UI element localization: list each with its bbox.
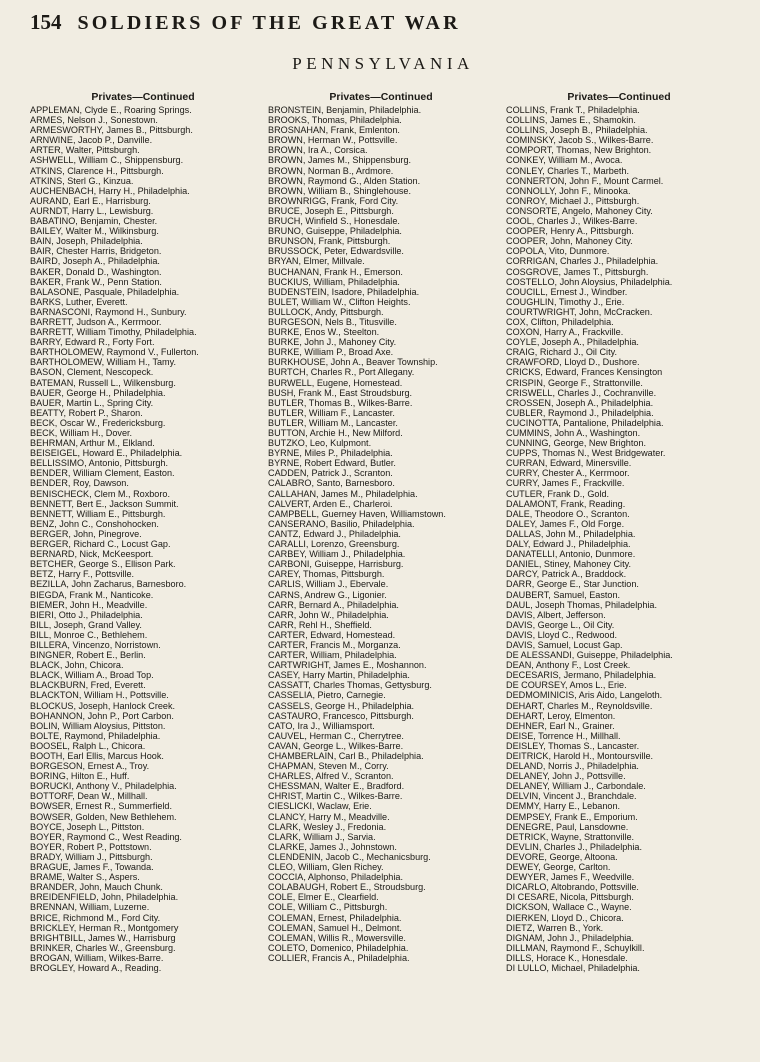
soldier-entry: CARBONI, Guiseppe, Harrisburg.	[268, 559, 404, 570]
soldier-entry: DETRICK, Wayne, Strattonville.	[506, 831, 635, 842]
soldier-entry: CARTER, Edward, Homestead.	[268, 629, 396, 640]
soldier-entry: CALVERT, Arden E., Charleroi.	[268, 498, 393, 509]
soldier-entry: BECK, William H., Dover.	[30, 428, 133, 438]
soldier-entry: ARTER, Walter, Pittsburgh.	[30, 145, 140, 156]
soldier-entry: DEDMOMINICIS, Aris Aido, Langeloth.	[506, 690, 663, 701]
soldier-entry: ARMES, Nelson J., Sonestown.	[30, 115, 158, 126]
soldier-entry: BRANDER, John, Mauch Chunk.	[30, 882, 163, 893]
soldier-entry: BALASONE, Pasquale, Philadelphia.	[30, 286, 180, 297]
roster-column-2	[268, 91, 494, 973]
soldier-entry: CRAIG, Richard J., Oil City.	[506, 347, 617, 358]
soldier-entry: DI LULLO, Michael, Philadelphia.	[506, 962, 640, 973]
soldier-entry: CHESSMAN, Walter E., Bradford.	[268, 781, 405, 792]
soldier-entry: BAUER, George H., Philadelphia.	[30, 387, 166, 398]
soldier-entry: DEMMY, Harry E., Lebanon.	[506, 801, 621, 812]
soldier-entry: BARRETT, Judson A., Kerrmoor.	[30, 316, 162, 327]
soldier-entry: DAUL, Joseph Thomas, Philadelphia.	[506, 599, 657, 610]
soldier-entry: COLLINS, James E., Shamokin.	[506, 115, 636, 126]
soldier-entry: DENEGRE, Paul, Lansdowne.	[506, 821, 629, 832]
soldier-entry: BROWN, William B., Shinglehouse.	[268, 185, 412, 196]
soldier-entry: COLE, William C., Pittsburgh.	[268, 902, 388, 913]
soldier-entry: CUBLER, Raymond J., Philadelphia.	[506, 407, 654, 418]
soldier-entry: DEMPSEY, Frank E., Emporium.	[506, 811, 638, 822]
soldier-entry: BAKER, Donald D., Washington.	[30, 266, 162, 277]
soldier-entry: BIEMER, John H., Meadville.	[30, 599, 148, 610]
entry-list	[506, 105, 732, 973]
entry-list	[268, 105, 494, 963]
soldier-entry: CASEY, Harry Martin, Philadelphia.	[268, 670, 410, 681]
soldier-entry: BUCKIUS, William, Philadelphia.	[268, 276, 400, 287]
soldier-entry: BRONSTEIN, Benjamin, Philadelphia.	[268, 105, 422, 115]
soldier-entry: BETCHER, George S., Ellison Park.	[30, 559, 176, 570]
soldier-entry: BOYCE, Joseph L., Pittston.	[30, 821, 145, 832]
soldier-entry: DALEY, James F., Old Forge.	[506, 518, 625, 529]
soldier-entry: BERNARD, Nick, McKeesport.	[30, 549, 154, 560]
soldier-entry: COLLINS, Joseph B., Philadelphia.	[506, 125, 648, 136]
soldier-entry: BORING, Hilton E., Huff.	[30, 771, 130, 782]
soldier-entry: DILLS, Horace K., Honesdale.	[506, 952, 628, 963]
soldier-entry: BEISEIGEL, Howard E., Philadelphia.	[30, 448, 183, 459]
soldier-entry: BOTTORF, Dean W., Millhall.	[30, 791, 148, 802]
soldier-entry: COOL, Charles J., Wilkes-Barre.	[506, 216, 638, 227]
soldier-entry: ATKINS, Sterl G., Kinzua.	[30, 175, 134, 186]
soldier-entry: CAUVEL, Herman C., Cherrytree.	[268, 730, 404, 741]
soldier-entry: CLARK, William J., Sarvia.	[268, 831, 376, 842]
soldier-entry: CLARK, Wesley J., Fredonia.	[268, 821, 387, 832]
soldier-entry: COLE, Elmer E., Clearfield.	[268, 892, 379, 903]
soldier-entry: DEHNER, Earl N., Grainer.	[506, 720, 615, 731]
soldier-entry: BUTTON, Archie H., New Milford.	[268, 428, 403, 438]
soldier-entry: CONNERTON, John F., Mount Carmel.	[506, 175, 664, 186]
soldier-entry: COLABAUGH, Robert E., Stroudsburg.	[268, 882, 426, 893]
soldier-entry: DANIEL, Stiney, Mahoney City.	[506, 559, 632, 570]
soldier-entry: DE ALESSANDI, Guiseppe, Philadelphia.	[506, 650, 673, 661]
soldier-entry: ASHWELL, William C., Shippensburg.	[30, 155, 184, 166]
soldier-entry: BETZ, Harry F., Pottsville.	[30, 569, 135, 580]
soldier-entry: CARBEY, William J., Philadelphia.	[268, 549, 406, 560]
column-heading: Privates—Continued	[329, 91, 433, 103]
soldier-entry: BURKE, John J., Mahoney City.	[268, 337, 397, 348]
soldier-entry: BUTLER, Thomas B., Wilkes-Barre.	[268, 397, 413, 408]
soldier-entry: COLETO, Domenico, Philadelphia.	[268, 942, 409, 953]
soldier-entry: BRYAN, Elmer, Millvale.	[268, 256, 365, 267]
soldier-entry: DALY, Edward J., Philadelphia.	[506, 539, 631, 550]
soldier-entry: DALAMONT, Frank, Reading.	[506, 498, 626, 509]
soldier-entry: BENISCHECK, Clem M., Roxboro.	[30, 488, 170, 499]
soldier-entry: DE COURSEY, Amos L., Erie.	[506, 680, 627, 691]
soldier-entry: BYRNE, Robert Edward, Butler.	[268, 458, 396, 469]
soldier-entry: AURAND, Earl E., Harrisburg.	[30, 195, 151, 206]
column-heading: Privates—Continued	[567, 91, 671, 103]
soldier-entry: BURKE, William P., Broad Axe.	[268, 347, 394, 358]
soldier-entry: BROWN, Ira A., Corsica.	[268, 145, 368, 156]
soldier-entry: BECK, Oscar W., Fredericksburg.	[30, 417, 166, 428]
soldier-entry: CARTER, Francis M., Morganza.	[268, 639, 401, 650]
soldier-entry: CLENDENIN, Jacob C., Mechanicsburg.	[268, 851, 431, 862]
soldier-entry: CASSELIA, Pietro, Carnegie.	[268, 690, 386, 701]
soldier-entry: BEATTY, Robert P., Sharon.	[30, 407, 143, 418]
soldier-entry: BURGESON, Nels B., Titusville.	[268, 316, 397, 327]
soldier-entry: COSTELLO, John Aloysius, Philadelphia.	[506, 276, 673, 287]
soldier-entry: DECESARIS, Jermano, Philadelphia.	[506, 670, 657, 681]
soldier-entry: COPOLA, Vito, Dunmore.	[506, 246, 610, 257]
soldier-entry: COLLIER, Francis A., Philadelphia.	[268, 952, 410, 963]
soldier-entry: DEAN, Anthony F., Lost Creek.	[506, 660, 631, 671]
soldier-entry: BUTZKO, Leo, Kulpmont.	[268, 438, 372, 449]
soldier-entry: COLEMAN, Ernest, Philadelphia.	[268, 912, 402, 923]
soldier-entry: CADDEN, Patrick J., Scranton.	[268, 468, 393, 479]
soldier-entry: BULET, William W., Clifton Heights.	[268, 296, 411, 307]
soldier-entry: CURRY, Chester A., Kerrmoor.	[506, 468, 630, 479]
soldier-entry: COCCIA, Alphonso, Philadelphia.	[268, 872, 403, 883]
soldier-entry: CRAWFORD, Lloyd D., Dushore.	[506, 357, 640, 368]
soldier-entry: CROSSEN, Joseph A., Philadelphia.	[506, 397, 654, 408]
soldier-entry: CARR, John W., Philadelphia.	[268, 609, 389, 620]
page-number: 154	[30, 10, 62, 34]
soldier-entry: BROSNAHAN, Frank, Emlenton.	[268, 125, 400, 136]
soldier-entry: DEVLIN, Charles J., Philadelphia.	[506, 841, 642, 852]
soldier-entry: COUGHLIN, Timothy J., Erie.	[506, 296, 625, 307]
soldier-entry: ATKINS, Clarence H., Pittsburgh.	[30, 165, 164, 176]
soldier-entry: COLEMAN, Willis R., Mowersville.	[268, 932, 406, 943]
soldier-entry: BURTCH, Charles R., Port Allegany.	[268, 367, 415, 378]
soldier-entry: BRAGUE, James F., Towanda.	[30, 862, 154, 873]
soldier-entry: COLEMAN, Samuel H., Delmont.	[268, 922, 402, 933]
soldier-entry: BELLISSIMO, Antonio, Pittsburgh.	[30, 458, 168, 469]
soldier-entry: BOWSER, Golden, New Bethlehem.	[30, 811, 177, 822]
soldier-entry: BARKS, Luther, Everett.	[30, 296, 128, 307]
soldier-entry: BREIDENFIELD, John, Philadelphia.	[30, 892, 179, 903]
soldier-entry: BLOCKUS, Joseph, Hanlock Creek.	[30, 700, 176, 711]
soldier-entry: BENDER, William Clement, Easton.	[30, 468, 175, 479]
soldier-entry: BORUCKI, Anthony V., Philadelphia.	[30, 781, 177, 792]
soldier-entry: DIERKEN, Lloyd D., Chicora.	[506, 912, 624, 923]
soldier-entry: BLACK, William A., Broad Top.	[30, 670, 154, 681]
soldier-entry: BOYER, Raymond C., West Reading.	[30, 831, 182, 842]
soldier-entry: CASSELS, George H., Philadelphia.	[268, 700, 415, 711]
soldier-entry: BAUER, Martin L., Spring City.	[30, 397, 154, 408]
soldier-entry: CIESLICKI, Waclaw, Erie.	[268, 801, 372, 812]
soldier-entry: DILLMAN, Raymond F., Schuylkill.	[506, 942, 645, 953]
soldier-entry: BAKER, Frank W., Penn Station.	[30, 276, 162, 287]
soldier-entry: CARLIS, William J., Ebervale.	[268, 579, 389, 590]
soldier-entry: DEVORE, George, Altoona.	[506, 851, 618, 862]
soldier-entry: BRICKLEY, Herman R., Montgomery	[30, 922, 179, 933]
soldier-entry: BAIRD, Joseph A., Philadelphia.	[30, 256, 160, 267]
soldier-entry: DARR, George E., Star Junction.	[506, 579, 639, 590]
soldier-entry: BARTHOLOMEW, Raymond V., Fullerton.	[30, 347, 199, 358]
soldier-entry: COX, Clifton, Philadelphia.	[506, 316, 614, 327]
soldier-entry: CANSERANO, Basilio, Philadelphia.	[268, 518, 415, 529]
soldier-entry: CARR, Bernard A., Philadelphia.	[268, 599, 399, 610]
soldier-entry: CARTER, William, Philadelphia.	[268, 650, 397, 661]
soldier-entry: BIERI, Otto J., Philadelphia.	[30, 609, 143, 620]
soldier-entry: CASTAURO, Francesco, Pittsburgh.	[268, 710, 414, 721]
soldier-entry: BRAME, Walter S., Aspers.	[30, 872, 140, 883]
soldier-entry: BAIN, Joseph, Philadelphia.	[30, 236, 143, 247]
soldier-entry: BARRY, Edward R., Forty Fort.	[30, 337, 155, 348]
soldier-entry: BERGER, John, Pinegrove.	[30, 528, 142, 539]
soldier-entry: BOOSEL, Ralph L., Chicora.	[30, 740, 146, 751]
soldier-entry: BROWN, Norman B., Ardmore.	[268, 165, 394, 176]
soldier-entry: BINGNER, Robert E., Berlin.	[30, 650, 146, 661]
soldier-entry: BUCHANAN, Frank H., Emerson.	[268, 266, 403, 277]
soldier-entry: CARNS, Andrew G., Ligonier.	[268, 589, 387, 600]
soldier-entry: CARTWRIGHT, James E., Moshannon.	[268, 660, 427, 671]
soldier-entry: CLEO, William, Glen Richey.	[268, 862, 384, 873]
soldier-entry: CARR, Rehl H., Sheffield.	[268, 619, 372, 630]
soldier-entry: AUCHENBACH, Harry H., Philadelphia.	[30, 185, 190, 196]
soldier-entry: BLACKBURN, Fred, Everett.	[30, 680, 146, 691]
soldier-entry: DAVIS, George L., Oil City.	[506, 619, 615, 630]
soldier-entry: DICKSON, Wallace C., Wayne.	[506, 902, 632, 913]
soldier-entry: DALE, Theodore O., Scranton.	[506, 508, 630, 519]
soldier-entry: CUNNING, George, New Brighton.	[506, 438, 646, 449]
soldier-entry: BARRETT, William Timothy, Philadelphia.	[30, 327, 197, 338]
soldier-entry: BARTHOLOMEW, William H., Tamy.	[30, 357, 177, 368]
soldier-entry: BASON, Clement, Nescopeck.	[30, 367, 154, 378]
soldier-entry: CONLEY, Charles T., Marbeth.	[506, 165, 629, 176]
soldier-entry: BROGAN, William, Wilkes-Barre.	[30, 952, 164, 963]
soldier-entry: BRUNSON, Frank, Pittsburgh.	[268, 236, 391, 247]
soldier-entry: CUPPS, Thomas N., West Bridgewater.	[506, 448, 666, 459]
soldier-entry: BURKE, Enos W., Steelton.	[268, 327, 380, 338]
column-heading: Privates—Continued	[91, 91, 195, 103]
roster-columns	[30, 91, 736, 973]
soldier-entry: CURRY, James F., Frackville.	[506, 478, 625, 489]
soldier-entry: BYRNE, Miles P., Philadelphia.	[268, 448, 393, 459]
soldier-entry: BURWELL, Eugene, Homestead.	[268, 377, 403, 388]
soldier-entry: BRIGHTBILL, James W., Harrisburg	[30, 932, 176, 943]
soldier-entry: DAVIS, Albert, Jefferson.	[506, 609, 606, 620]
soldier-entry: DELVIN, Vincent J., Branchdale.	[506, 791, 637, 802]
soldier-entry: BRUNO, Guiseppe, Philadelphia.	[268, 226, 402, 237]
soldier-entry: BOHANNON, John P., Port Carbon.	[30, 710, 174, 721]
soldier-entry: BUSH, Frank M., East Stroudsburg.	[268, 387, 413, 398]
soldier-entry: CLARKE, James J., Johnstown.	[268, 841, 397, 852]
page-header	[30, 10, 736, 44]
soldier-entry: COMPORT, Thomas, New Brighton.	[506, 145, 652, 156]
soldier-entry: ARMESWORTHY, James B., Pittsburgh.	[30, 125, 193, 136]
soldier-entry: BOLIN, William Aloysius, Pittston.	[30, 720, 166, 731]
soldier-entry: DARCY, Patrick A., Braddock.	[506, 569, 627, 580]
soldier-entry: BLACKTON, William H., Pottsville.	[30, 690, 169, 701]
soldier-entry: CASSATT, Charles Thomas, Gettysburg.	[268, 680, 432, 691]
soldier-entry: CONSORTE, Angelo, Mahoney City.	[506, 205, 653, 216]
soldier-entry: CANTZ, Edward J., Philadelphia.	[268, 528, 401, 539]
soldier-entry: BRUSSOCK, Peter, Edwardsville.	[268, 246, 404, 257]
soldier-entry: BOLTE, Raymond, Philadelphia.	[30, 730, 161, 741]
soldier-entry: BURKHOUSE, John A., Beaver Township.	[268, 357, 438, 368]
soldier-entry: DEHART, Leroy, Elmenton.	[506, 710, 616, 721]
soldier-entry: BOWSER, Ernest R., Summerfield.	[30, 801, 172, 812]
roster-column-3	[506, 91, 732, 973]
soldier-entry: DIGNAM, John J., Philadelphia.	[506, 932, 634, 943]
soldier-entry: AURNDT, Harry L., Lewisburg.	[30, 205, 154, 216]
soldier-entry: ARNWINE, Jacob P., Danville.	[30, 135, 153, 146]
soldier-entry: DIETZ, Warren B., York.	[506, 922, 604, 933]
soldier-entry: CRISWELL, Charles J., Cochranville.	[506, 387, 657, 398]
soldier-entry: BAIR, Chester Harris, Bridgeton.	[30, 246, 162, 257]
soldier-entry: DEWEY, George, Carlton.	[506, 862, 611, 873]
soldier-entry: BROWN, Herman W., Pottsville.	[268, 135, 398, 146]
soldier-entry: BATEMAN, Russell L., Wilkensburg.	[30, 377, 176, 388]
soldier-entry: COUCILL, Ernest J., Windber.	[506, 286, 628, 297]
soldier-entry: BEHRMAN, Arthur M., Elkland.	[30, 438, 155, 449]
soldier-entry: BUTLER, William M., Lancaster.	[268, 417, 398, 428]
soldier-entry: CRISPIN, George F., Strattonville.	[506, 377, 643, 388]
entry-list	[30, 105, 256, 973]
soldier-entry: CLANCY, Harry M., Meadville.	[268, 811, 390, 822]
soldier-entry: COMINSKY, Jacob S., Wilkes-Barre.	[506, 135, 654, 146]
soldier-entry: CHAPMAN, Steven M., Corry.	[268, 761, 389, 772]
soldier-entry: BRINKER, Charles W., Greensburg.	[30, 942, 176, 953]
soldier-entry: CATO, Ira J., Williamsport.	[268, 720, 375, 731]
soldier-entry: CONROY, Michael J., Pittsburgh.	[506, 195, 640, 206]
soldier-entry: BRENNAN, William, Luzerne.	[30, 902, 150, 913]
soldier-entry: APPLEMAN, Clyde E., Roaring Springs.	[30, 105, 192, 115]
soldier-entry: BENNETT, Bert E., Jackson Summit.	[30, 498, 179, 509]
soldier-entry: CORRIGAN, Charles J., Philadelphia.	[506, 256, 659, 267]
soldier-entry: DEISLEY, Thomas S., Lancaster.	[506, 740, 640, 751]
soldier-entry: CAREY, Thomas, Pittsburgh.	[268, 569, 385, 580]
soldier-entry: BARNASCONI, Raymond H., Sunbury.	[30, 306, 187, 317]
soldier-entry: DAVIS, Samuel, Locust Gap.	[506, 639, 623, 650]
soldier-entry: BROOKS, Thomas, Philadelphia.	[268, 115, 402, 126]
soldier-entry: DEHART, Charles M., Reynoldsville.	[506, 700, 653, 711]
running-title: SOLDIERS OF THE GREAT WAR	[77, 12, 461, 34]
soldier-entry: CAVAN, George L., Wilkes-Barre.	[268, 740, 404, 751]
soldier-entry: DI CESARE, Nicola, Pittsburgh.	[506, 892, 634, 903]
soldier-entry: DICARLO, Altobrando, Pottsville.	[506, 882, 639, 893]
soldier-entry: BIEGDA, Frank M., Nanticoke.	[30, 589, 154, 600]
soldier-entry: DANATELLI, Antonio, Dunmore.	[506, 549, 636, 560]
state-heading: PENNSYLVANIA	[292, 54, 474, 73]
soldier-entry: BUDENSTEIN, Isadore, Philadelphia.	[268, 286, 420, 297]
soldier-entry: BENZ, John C., Conshohocken.	[30, 518, 159, 529]
soldier-entry: BILL, Monroe C., Bethlehem.	[30, 629, 148, 640]
soldier-entry: DELAND, Norris J., Philadelphia.	[506, 761, 639, 772]
soldier-entry: CONKEY, William M., Avoca.	[506, 155, 623, 166]
soldier-entry: COLLINS, Frank T., Philadelphia.	[506, 105, 640, 115]
soldier-entry: BILL, Joseph, Grand Valley.	[30, 619, 142, 630]
soldier-entry: BLACK, John, Chicora.	[30, 660, 124, 671]
soldier-entry: COYLE, Joseph A., Philadelphia.	[506, 337, 639, 348]
soldier-entry: BROGLEY, Howard A., Reading.	[30, 962, 162, 973]
soldier-entry: CAMPBELL, Guerney Haven, Williamstown.	[268, 508, 446, 519]
soldier-entry: CURRAN, Edward, Minersville.	[506, 458, 632, 469]
soldier-entry: BROWN, James M., Shippensburg.	[268, 155, 412, 166]
soldier-entry: CUMMINS, John A., Washington.	[506, 428, 641, 438]
soldier-entry: COXON, Harry A., Frackville.	[506, 327, 624, 338]
soldier-entry: BRICE, Richmond M., Ford City.	[30, 912, 161, 923]
soldier-entry: BRUCH, Winfield S., Honesdale.	[268, 216, 400, 227]
soldier-entry: DEITRICK, Harold H., Montoursville.	[506, 751, 654, 761]
soldier-entry: BEZILLA, John Zacharus, Barnesboro.	[30, 579, 187, 590]
soldier-entry: CUTLER, Frank D., Gold.	[506, 488, 610, 499]
soldier-entry: BILLERA, Vincenzo, Norristown.	[30, 639, 161, 650]
soldier-entry: CONNOLLY, John F., Minooka.	[506, 185, 631, 196]
soldier-entry: BOYER, Robert P., Pottstown.	[30, 841, 152, 852]
soldier-entry: COURTWRIGHT, John, McCracken.	[506, 306, 653, 317]
soldier-entry: DELANEY, William J., Carbondale.	[506, 781, 646, 792]
soldier-entry: CALABRO, Santo, Barnesboro.	[268, 478, 395, 489]
soldier-entry: COOPER, Henry A., Pittsburgh.	[506, 226, 634, 237]
soldier-entry: CHRIST, Martin C., Wilkes-Barre.	[268, 791, 403, 802]
soldier-entry: BRUCE, Joseph E., Pittsburgh.	[268, 205, 394, 216]
soldier-entry: BRADY, William J., Pittsburgh.	[30, 851, 153, 862]
soldier-entry: CARALLI, Lorenzo, Greensburg.	[268, 539, 400, 550]
soldier-entry: BUTLER, William F., Lancaster.	[268, 407, 395, 418]
soldier-entry: DALLAS, John M., Philadelphia.	[506, 528, 636, 539]
soldier-entry: DEWYER, James F., Weedville.	[506, 872, 635, 883]
soldier-entry: CALLAHAN, James M., Philadelphia.	[268, 488, 418, 499]
soldier-entry: DAVIS, Lloyd C., Redwood.	[506, 629, 618, 640]
soldier-entry: DEISE, Torrence H., Millhall.	[506, 730, 621, 741]
soldier-entry: BROWN, Raymond G., Alden Station.	[268, 175, 421, 186]
soldier-entry: BROWNRIGG, Frank, Ford City.	[268, 195, 399, 206]
soldier-entry: CHARLES, Alfred V., Scranton.	[268, 771, 394, 782]
soldier-entry: BAILEY, Walter M., Wilkinsburg.	[30, 226, 159, 237]
roster-column-1	[30, 91, 256, 973]
soldier-entry: BENNETT, William E., Pittsburgh.	[30, 508, 166, 519]
soldier-entry: CRICKS, Edward, Frances Kensington	[506, 367, 663, 378]
soldier-entry: BERGER, Richard C., Locust Gap.	[30, 539, 171, 550]
soldier-entry: BENDER, Roy, Dawson.	[30, 478, 129, 489]
soldier-entry: DAUBERT, Samuel, Easton.	[506, 589, 621, 600]
soldier-entry: DELANEY, John J., Pottsville.	[506, 771, 626, 782]
soldier-entry: BORGESON, Ernest A., Troy.	[30, 761, 150, 772]
soldier-entry: COSGROVE, James T., Pittsburgh.	[506, 266, 649, 277]
soldier-entry: CHAMBERLAIN, Carl B., Philadelphia.	[268, 751, 424, 761]
soldier-entry: COOPER, John, Mahoney City.	[506, 236, 633, 247]
soldier-entry: BULLOCK, Andy, Pittsburgh.	[268, 306, 384, 317]
soldier-entry: BOOTH, Earl Ellis, Marcus Hook.	[30, 751, 164, 761]
soldier-entry: BABATINO, Benjamin, Chester.	[30, 216, 158, 227]
soldier-entry: CUCINOTTA, Pantalione, Philadelphia.	[506, 417, 664, 428]
